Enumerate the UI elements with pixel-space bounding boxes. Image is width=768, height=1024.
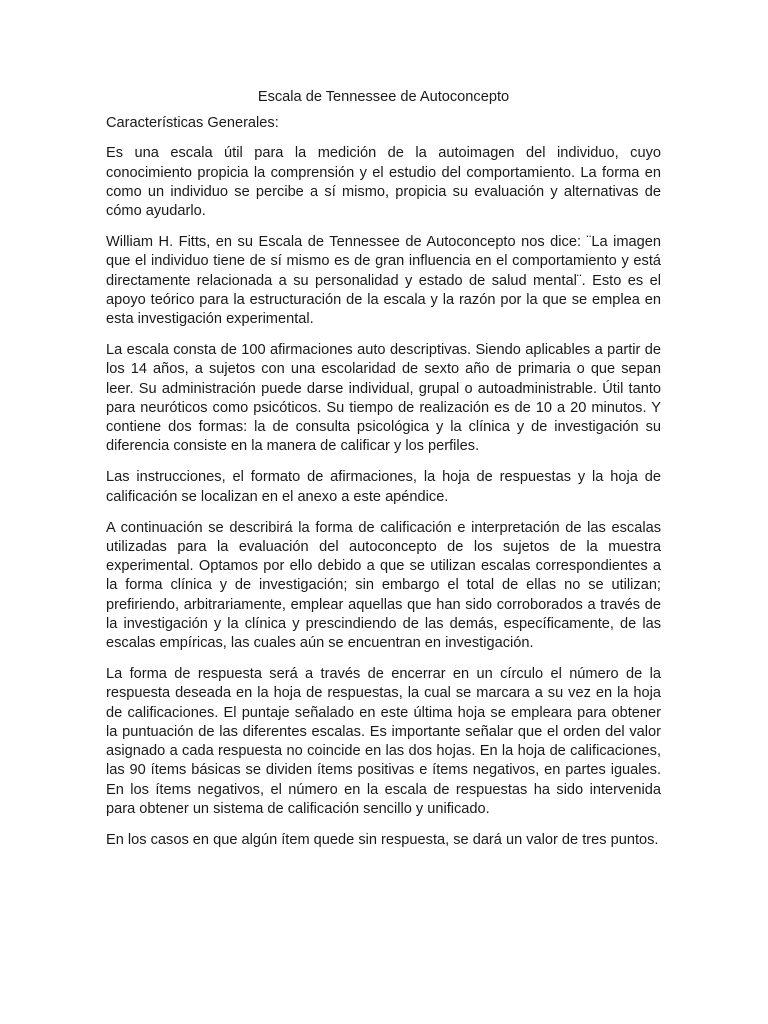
paragraph-6: La forma de respuesta será a través de encerrar en un círculo el número de la respuesta deseada en la hoja de respuestas, la cual se marcara a su vez en la hoja de calificaciones. El puntaje señalado en este última hoja se empleara para obtener la puntuación de las diferentes escalas. Es importante señalar que el orden del valor asignado a cada respuesta no coincide en las dos hojas. En la hoja de calificaciones, las 90 ítems básicas se dividen ítems positivas e ítems negativos, en partes iguales. En los ítems negativos, el número en la escala de respuestas ha sido intervenida para obtener un sistema de calificación sencillo y unificado. — [106, 666, 661, 817]
section-heading: Características Generales: — [106, 115, 279, 132]
document-title: Escala de Tennessee de Autoconcepto — [257, 89, 510, 105]
paragraph-7: En los casos en que algún ítem quede sin respuesta, se dará un valor de tres puntos. — [106, 831, 659, 848]
paragraph-4: Las instrucciones, el formato de afirmaciones, la hoja de respuestas y la hoja de calificación se localizan en el anexo a este apéndice. — [106, 469, 661, 505]
paragraph-1: Es una escala útil para la medición de la autoimagen del individuo, cuyo conocimiento propicia la comprensión y el estudio del comportamiento. La forma en como un individuo se percibe a sí mismo, propicia su evaluación y alternativas de cómo ayudarlo. — [106, 145, 661, 220]
paragraph-2: William H. Fitts, en su Escala de Tennessee de Autoconcepto nos dice: ¨La imagen que el individuo tiene de sí mismo es de gran influencia en el comportamiento y está directamente relacionada a su personalidad y estado de salud mental¨. Esto es el apoyo teórico para la estructuración de la escala y la razón por la que se emplea en esta investigación experimental. — [106, 234, 661, 328]
paragraph-5: A continuación se describirá la forma de calificación e interpretación de las escalas utilizadas para la evaluación del autoconcepto de los sujetos de la muestra experimental. Optamos por ello debido a que se utilizan escalas correspondientes a la forma clínica y de investigación; sin embargo el total de ellas no se utilizan; prefiriendo, arbitrariamente, emplear aquellas que han sido corroborados a través de la investigación y la clínica y prescindiendo de las demás, específicamente, de las escalas empíricas, las cuales aún se encuentran en investigación. — [106, 519, 661, 652]
paragraph-3: La escala consta de 100 afirmaciones auto descriptivas. Siendo aplicables a partir de los 14 años, a sujetos con una escolaridad de sexto año de primaria o que sepan leer. Su administración puede darse individual, grupal o autoadministrable. Útil tanto para neuróticos como psicóticos. Su tiempo de realización es de 10 a 20 minutos. Y contiene dos formas: la de consulta psicológica y la clínica y de investigación su diferencia consiste en la manera de calificar y los perfiles. — [106, 342, 661, 455]
document-page — [106, 88, 661, 862]
